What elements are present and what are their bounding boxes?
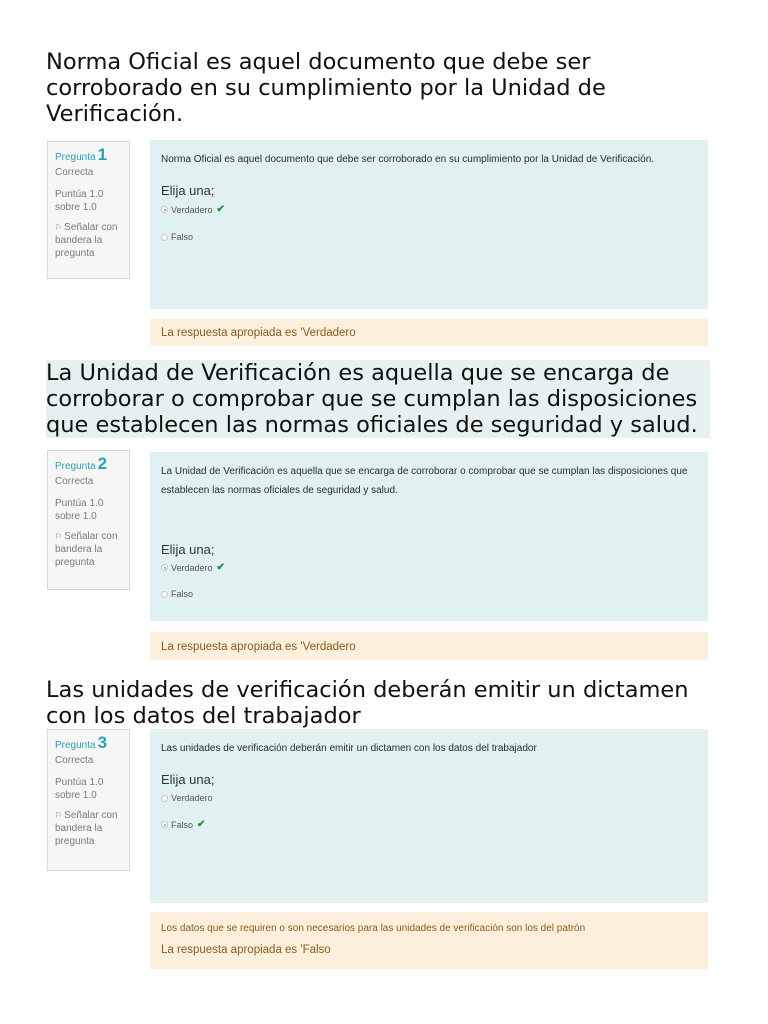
option-verdadero[interactable]: Verdadero (161, 793, 708, 803)
question-state: Correcta (55, 755, 94, 766)
question-grade: Puntúa 1.0 sobre 1.0 (55, 777, 104, 801)
check-icon: ✔ (197, 819, 206, 830)
heading-line: Norma Oficial es aquel documento que debe ser (46, 49, 591, 75)
radio-verdadero[interactable] (161, 206, 168, 213)
question-2-heading (46, 360, 710, 438)
answer-prompt: Elija una; (161, 183, 215, 198)
flag-icon: ⚐ (55, 532, 63, 541)
question-state: Correcta (55, 167, 94, 178)
heading-line: La Unidad de Verificación es aquella que se encarga de (46, 360, 670, 386)
option-verdadero[interactable]: Verdadero ✔ (161, 204, 708, 215)
radio-verdadero[interactable] (161, 795, 168, 802)
option-falso[interactable]: Falso ✔ (161, 819, 708, 830)
option-verdadero[interactable]: Verdadero ✔ (161, 562, 708, 573)
flag-icon: ⚐ (55, 811, 63, 820)
right-answer: La respuesta apropiada es 'Falso (161, 944, 331, 956)
answer-prompt: Elija una; (161, 542, 215, 557)
question-grade: Puntúa 1.0 sobre 1.0 (55, 189, 104, 213)
question-3-box (150, 729, 708, 903)
flag-question-link[interactable]: ⚐ Señalar con bandera la pregunta (55, 531, 118, 568)
flag-icon: ⚐ (55, 223, 63, 232)
check-icon: ✔ (216, 204, 225, 215)
question-1-info (47, 141, 130, 279)
check-icon: ✔ (216, 562, 225, 573)
heading-line: Verificación. (46, 101, 184, 127)
radio-falso[interactable] (161, 591, 168, 598)
question-3-heading (46, 677, 689, 729)
heading-line: Las unidades de verificación deberán emitir un dictamen (46, 677, 689, 703)
question-1-heading (46, 49, 606, 127)
option-falso[interactable]: Falso (161, 589, 708, 599)
radio-falso[interactable] (161, 234, 168, 241)
question-2-feedback (150, 632, 708, 660)
question-3-info (47, 729, 130, 871)
general-feedback: Los datos que se requiren o son necesarios para las unidades de verificación son los del patrón (161, 923, 586, 934)
right-answer: La respuesta apropiada es 'Verdadero (161, 641, 356, 653)
heading-line: con los datos del trabajador (46, 703, 361, 729)
radio-verdadero[interactable] (161, 564, 168, 571)
question-number: Pregunta 1 (55, 145, 108, 164)
heading-line: corroborar o comprobar que se cumplan las disposiciones (46, 386, 698, 412)
heading-line: corroborado en su cumplimiento por la Unidad de (46, 75, 606, 101)
question-text: La Unidad de Verificación es aquella que se encarga de corroborar o comprobar que se cumplan las disposiciones que establecen las normas oficiales de seguridad y salud. (161, 466, 688, 496)
question-1-box (150, 140, 708, 309)
question-2-info (47, 450, 130, 590)
flag-question-link[interactable]: ⚐ Señalar con bandera la pregunta (55, 810, 118, 847)
question-2-box (150, 452, 708, 621)
question-3-feedback (150, 912, 708, 969)
question-number: Pregunta 2 (55, 454, 108, 473)
option-falso[interactable]: Falso (161, 232, 708, 242)
answer-prompt: Elija una; (161, 772, 215, 787)
question-text: Las unidades de verificación deberán emitir un dictamen con los datos del trabajador (161, 743, 537, 754)
radio-falso[interactable] (161, 821, 168, 828)
question-grade: Puntúa 1.0 sobre 1.0 (55, 498, 104, 522)
question-1-feedback (150, 319, 708, 346)
heading-line: que establecen las normas oficiales de seguridad y salud. (46, 412, 698, 438)
question-state: Correcta (55, 476, 94, 487)
right-answer: La respuesta apropiada es 'Verdadero (161, 327, 356, 339)
question-number: Pregunta 3 (55, 733, 108, 752)
question-text: Norma Oficial es aquel documento que debe ser corroborado en su cumplimiento por la Unidad de Verificación. (161, 154, 655, 165)
flag-question-link[interactable]: ⚐ Señalar con bandera la pregunta (55, 222, 118, 259)
